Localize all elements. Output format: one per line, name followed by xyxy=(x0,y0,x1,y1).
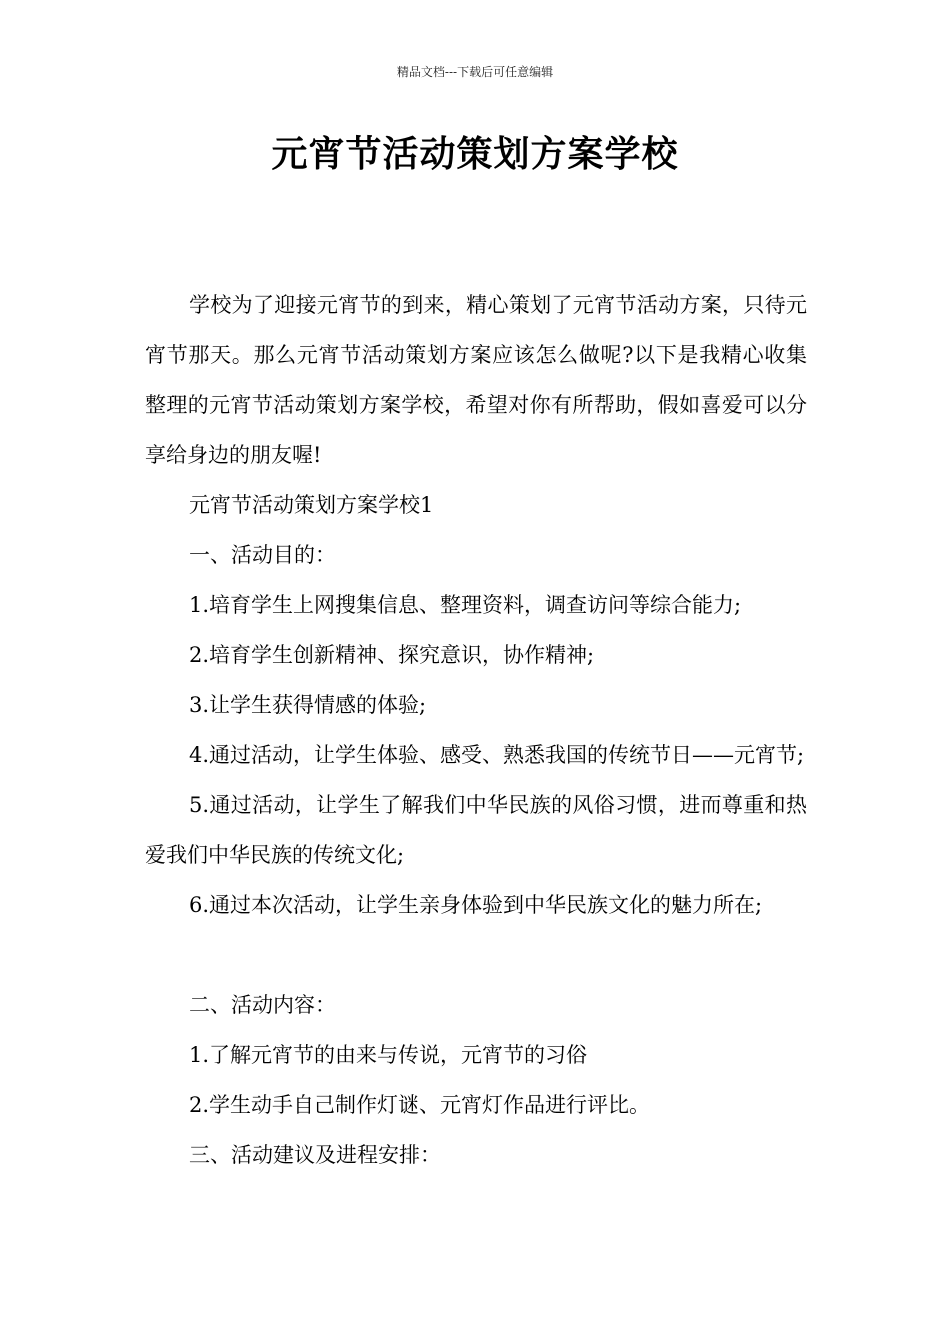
blank-line xyxy=(145,930,807,980)
subsection-heading: 三、活动建议及进程安排： xyxy=(189,1143,441,1167)
subsection-heading: 二、活动内容： xyxy=(189,993,336,1017)
list-item: 1.了解元宵节的由来与传说，元宵节的习俗 xyxy=(189,1043,588,1067)
list-item: 5.通过活动，让学生了解我们中华民族的风俗习惯，进而尊重和热爱我们中华民族的传统文化; xyxy=(145,793,807,867)
list-item: 4.通过活动，让学生体验、感受、熟悉我国的传统节日——元宵节; xyxy=(189,743,805,767)
list-item: 1.培育学生上网搜集信息、整理资料，调查访问等综合能力; xyxy=(189,593,742,617)
list-item: 2.培育学生创新精神、探究意识，协作精神; xyxy=(189,643,595,667)
list-item: 6.通过本次活动，让学生亲身体验到中华民族文化的魅力所在; xyxy=(189,893,763,917)
section-heading: 元宵节活动策划方案学校1 xyxy=(189,493,434,517)
document-body xyxy=(145,280,807,1180)
document-title: 元宵节活动策划方案学校 xyxy=(271,133,679,175)
list-item: 3.让学生获得情感的体验; xyxy=(189,693,427,717)
intro-paragraph: 学校为了迎接元宵节的到来，精心策划了元宵节活动方案，只待元宵节那天。那么元宵节活动策划方案应该怎么做呢?以下是我精心收集整理的元宵节活动策划方案学校，希望对你有所帮助，假如喜爱可以分享给身边的朋友喔! xyxy=(145,293,807,467)
list-item: 2.学生动手自己制作灯谜、元宵灯作品进行评比。 xyxy=(189,1093,651,1117)
subsection-heading: 一、活动目的： xyxy=(189,543,336,567)
header-note: 精品文档---下载后可任意编辑 xyxy=(396,65,554,79)
